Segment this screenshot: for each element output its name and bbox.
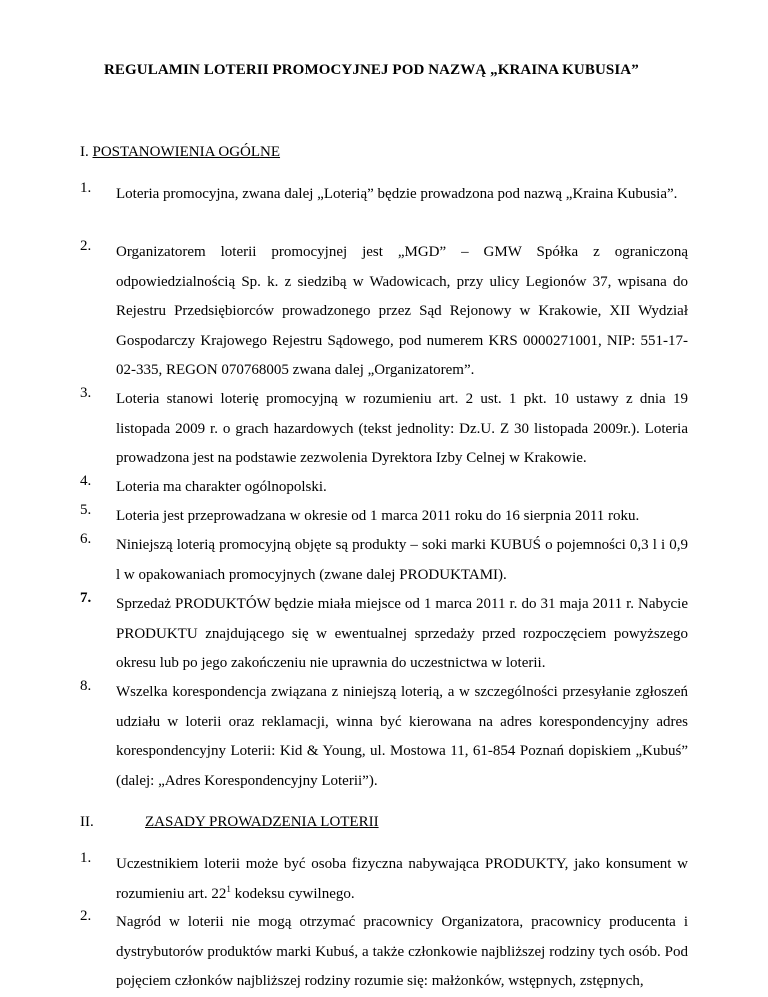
- item-number: 6.: [80, 531, 92, 547]
- item-number: 1.: [80, 180, 92, 196]
- superscript: 1: [226, 883, 231, 894]
- section-1-item-1: [80, 180, 688, 210]
- section-1-number: I.: [80, 144, 89, 160]
- section-1-title: POSTANOWIENIA OGÓLNE: [92, 144, 281, 160]
- item-text: Niniejszą loterią promocyjną objęte są produkty – soki marki KUBUŚ o pojemności 0,3 l i 0,9 l w opakowaniach promocyjnych (zwane dalej PRODUKTAMI).: [116, 537, 688, 583]
- document-title: REGULAMIN LOTERII PROMOCYJNEJ POD NAZWĄ „KRAINA KUBUSIA”: [104, 62, 639, 78]
- item-text: Nagród w loterii nie mogą otrzymać pracownicy Organizatora, pracownicy producenta i dystrybutorów produktów marki Kubuś, a także członkowie najbliższej rodziny tych osób. Pod pojęciem członków najbliższej rodziny rozumie się: małżonków, wstępnych, zstępnych,: [116, 914, 688, 989]
- section-1-item-2: [80, 238, 688, 386]
- section-1-item-5: [80, 502, 688, 532]
- item-text-part: Uczestnikiem loterii może być osoba fizyczna nabywająca PRODUKTY, jako konsument w rozumieniu art. 22: [116, 856, 688, 902]
- section-2-title: ZASADY PROWADZENIA LOTERII: [145, 814, 379, 830]
- item-number: 4.: [80, 473, 92, 489]
- item-text-part: kodeksu cywilnego.: [230, 885, 355, 902]
- item-number: 1.: [80, 850, 92, 866]
- item-text: Loteria ma charakter ogólnopolski.: [116, 479, 327, 495]
- section-2-item-1: [80, 850, 688, 909]
- item-text: Loteria stanowi loterię promocyjną w rozumieniu art. 2 ust. 1 pkt. 10 ustawy z dnia 19 listopada 2009 r. o grach hazardowych (tekst jednolity: Dz.U. Z 30 listopada 2009r.). Loteria prowadzona jest na podstawie zezwolenia Dyrektora Izby Celnej w Krakowie.: [116, 391, 688, 466]
- item-number: 2.: [80, 908, 92, 924]
- section-2-number: II.: [80, 814, 94, 830]
- section-1-item-6: [80, 531, 688, 590]
- section-1-heading: [80, 144, 280, 161]
- item-number: 2.: [80, 238, 92, 254]
- section-1-item-4: [80, 473, 688, 503]
- item-number: 5.: [80, 502, 92, 518]
- item-text: [116, 850, 688, 909]
- item-text: Organizatorem loterii promocyjnej jest „MGD” – GMW Spółka z ograniczoną odpowiedzialnością Sp. k. z siedzibą w Wadowicach, przy ulicy Legionów 37, wpisana do Rejestru Przedsiębiorców prowadzonego przez Sąd Rejonowy w Krakowie, XII Wydział Gospodarczy Krajowego Rejestru Sądowego, pod numerem KRS 0000271001, NIP: 551-17-02-335, REGON 070768005 zwana dalej „Organizatorem”.: [116, 244, 688, 378]
- item-number: 3.: [80, 385, 92, 401]
- item-text: Wszelka korespondencja związana z niniejszą loterią, a w szczególności przesyłanie zgłoszeń udziału w loterii oraz reklamacji, winna być kierowana na adres korespondencyjny adres korespondencyjny Loterii: Kid & Young, ul. Mostowa 11, 61-854 Poznań dopiskiem „Kubuś” (dalej: „Adres Korespondencyjny Loterii”).: [116, 684, 688, 789]
- section-1-item-3: [80, 385, 688, 474]
- item-text: Loteria promocyjna, zwana dalej „Loterią” będzie prowadzona pod nazwą „Kraina Kubusia”.: [116, 186, 678, 202]
- item-number: 8.: [80, 678, 92, 694]
- item-number: 7.: [80, 590, 92, 606]
- item-text: Sprzedaż PRODUKTÓW będzie miała miejsce od 1 marca 2011 r. do 31 maja 2011 r. Nabycie PRODUKTU znajdującego się w ewentualnej sprzedaży przed rozpoczęciem powyższego okresu lub po jego zakończeniu nie uprawnia do uczestnictwa w loterii.: [116, 596, 688, 671]
- section-1-item-7: [80, 590, 688, 679]
- item-text: Loteria jest przeprowadzana w okresie od 1 marca 2011 roku do 16 sierpnia 2011 roku.: [116, 508, 640, 524]
- section-2-item-2: [80, 908, 688, 997]
- section-1-item-8: [80, 678, 688, 796]
